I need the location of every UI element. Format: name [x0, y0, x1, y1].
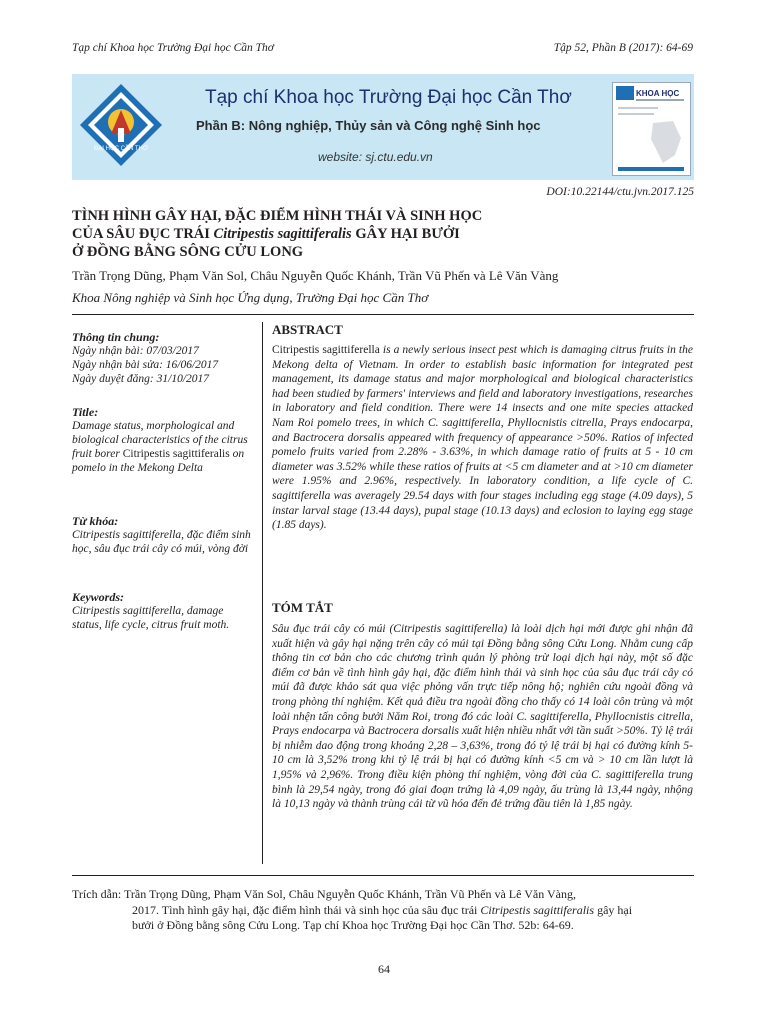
info-heading: Thông tin chung: — [72, 330, 160, 344]
citation-line-2: 2017. Tình hình gây hại, đặc điểm hình thái và sinh học của sâu đục trái Citripestis sagittiferalis gây hại — [132, 902, 633, 917]
abstract-heading: ABSTRACT — [272, 322, 343, 337]
affiliation: Khoa Nông nghiệp và Sinh học Ứng dụng, Trường Đại học Cần Thơ — [72, 290, 429, 305]
cover-title: KHOA HỌC — [636, 89, 680, 98]
accepted-date: Ngày duyệt đăng: 31/10/2017 — [72, 373, 210, 385]
journal-website: website: sj.ctu.edu.vn — [318, 150, 433, 164]
column-divider — [262, 322, 263, 864]
keywords-heading: Keywords: — [72, 590, 124, 604]
english-title-block — [72, 405, 254, 475]
citation — [72, 887, 694, 934]
tukhoa-text: Citripestis sagittiferella, đặc điểm sinh học, sâu đục trái cây có múi, vòng đời — [72, 529, 251, 555]
title-line-3: Ở ĐỒNG BẰNG SÔNG CỬU LONG — [72, 244, 304, 260]
journal-title: Tạp chí Khoa học Trường Đại học Cần Thơ — [205, 87, 572, 108]
tukhoa-heading: Từ khóa: — [72, 514, 119, 528]
title-line-1: TÌNH HÌNH GÂY HẠI, ĐẶC ĐIỂM HÌNH THÁI VÀ SINH HỌC — [72, 208, 483, 224]
university-logo — [78, 82, 164, 168]
page-number: 64 — [378, 962, 390, 976]
running-header-left: Tạp chí Khoa học Trường Đại học Cần Thơ — [72, 42, 274, 54]
revised-date: Ngày nhận bài sửa: 16/06/2017 — [72, 359, 219, 371]
english-title: Damage status, morphological and biological characteristics of the citrus fruit borer Citripestis sagittiferalis on pomelo in the Mekong Delta — [72, 420, 248, 474]
authors: Trần Trọng Dũng, Phạm Văn Sol, Châu Nguyễn Quốc Khánh, Trần Vũ Phến và Lê Văn Vàng — [72, 268, 559, 283]
divider-top — [72, 314, 694, 315]
keywords-text: Citripestis sagittiferella, damage status, life cycle, citrus fruit moth. — [72, 605, 230, 631]
divider-bottom — [72, 875, 694, 876]
citation-line-1: Trích dẫn: Trần Trọng Dũng, Phạm Văn Sol, Châu Nguyễn Quốc Khánh, Trần Vũ Phến và Lê Văn Vàng, — [72, 887, 577, 901]
article-info — [72, 330, 254, 386]
received-date: Ngày nhận bài: 07/03/2017 — [72, 345, 199, 357]
running-header-right: Tập 52, Phần B (2017): 64-69 — [553, 42, 693, 54]
abstract-text: Citripestis sagittiferella is a newly serious insect pest which is damaging citrus fruits in the Mekong delta of Vietnam. In order to establish basic information for integrated pest management, its damage status and major morphological and biological characteristics had been studied by farmers' interviews and field and laboratory investigations, researches in laboratory and field condition. There were 14 insects and one mite species attacked Nam Roi pomelo trees, in which C. sagittiferella, Phyllocnistis citrella, Prays endocarpa, and Bactrocera dorsalis appeared with frequency of appearance >50%. Ratios of infected pomelo fruits varied from 2.28% - 3.63%, in which damage ratio of fruits at 5 - 10 cm diameter was 3.52% while these ratios of fruits at <5 cm diameter and at >10 cm diameter were 1.95% and 2.96%, respectively. In laboratory condition, a life cycle of C. sagittiferella was averagely 29.54 days with four stages including egg stage (4.09 days), 5 instar larval stage (13.44 days), pupal stage (10.13 days) and eclosion to laying egg stage (1.85 days). — [272, 344, 693, 532]
journal-cover-thumbnail — [612, 82, 691, 176]
tomtat-text: Sâu đục trái cây có múi (Citripestis sagittiferella) là loài dịch hại mới được ghi nhận đã xuất hiện và gây hại nặng trên cây có múi tại Đồng bằng sông Cửu Long. Nhằm cung cấp thông tin cơ bản cho các chương trình quản lý phòng trừ loại dịch hại này, một số đặc điểm cơ bản về tình hình gây hại, đặc điểm hình thái và sinh học của sâu đục trái cây có múi đã được khảo sát qua việc phỏng vấn trực tiếp nông hộ; nghiên cứu ngoài đồng và trong phòng thí nghiệm. Kết quả điều tra ngoài đồng cho thấy có 14 loài côn trùng và một loài nhện tấn công bưởi Năm Roi, trong đó các loài C. sagittiferella, Phyllocnistis citrella, Prays endocarpa và Bactrocera dorsalis xuất hiện nhiều nhất với tần suất >50%. Tỷ lệ trái bị nhiễm dao động trong khoảng 2,28 – 3,63%, trong đó tỷ lệ trái bị hại có đường kính 5-10 cm là 3,52% trong khi tỷ lệ trái bị hại có đường kính <5 cm và > 10 cm lần lượt là 1,95% và 2,96%. Trong điều kiện phòng thí nghiệm, vòng đời của C. sagittiferella trung bình là 29,54 ngày, trong đó giai đoạn trứng là 4,09 ngày, ấu trùng là 13,44 ngày, nhộng là 10,13 ngày và thành trùng cái từ vũ hóa đến đẻ trứng đầu tiên là 1,85 ngày. — [272, 623, 693, 811]
doi[interactable]: DOI:10.22144/ctu.jvn.2017.125 — [546, 186, 694, 198]
title-heading: Title: — [72, 405, 99, 419]
vietnamese-keywords-block — [72, 514, 254, 556]
keywords-block — [72, 590, 254, 632]
title-line-2: CỦA SÂU ĐỤC TRÁI Citripestis sagittiferalis GÂY HẠI BƯỞI — [72, 226, 460, 242]
article-title — [72, 207, 632, 261]
journal-section: Phần B: Nông nghiệp, Thủy sản và Công nghệ Sinh học — [196, 118, 541, 133]
title-species: Citripestis sagittiferalis — [213, 226, 352, 242]
logo-text: ĐẠI HỌC CẦN THƠ — [93, 146, 149, 152]
tomtat-heading: TÓM TẮT — [272, 600, 333, 615]
citation-line-3: bưởi ở Đồng bằng sông Cửu Long. Tạp chí Khoa học Trường Đại học Cần Thơ. 52b: 64-69. — [132, 918, 574, 932]
